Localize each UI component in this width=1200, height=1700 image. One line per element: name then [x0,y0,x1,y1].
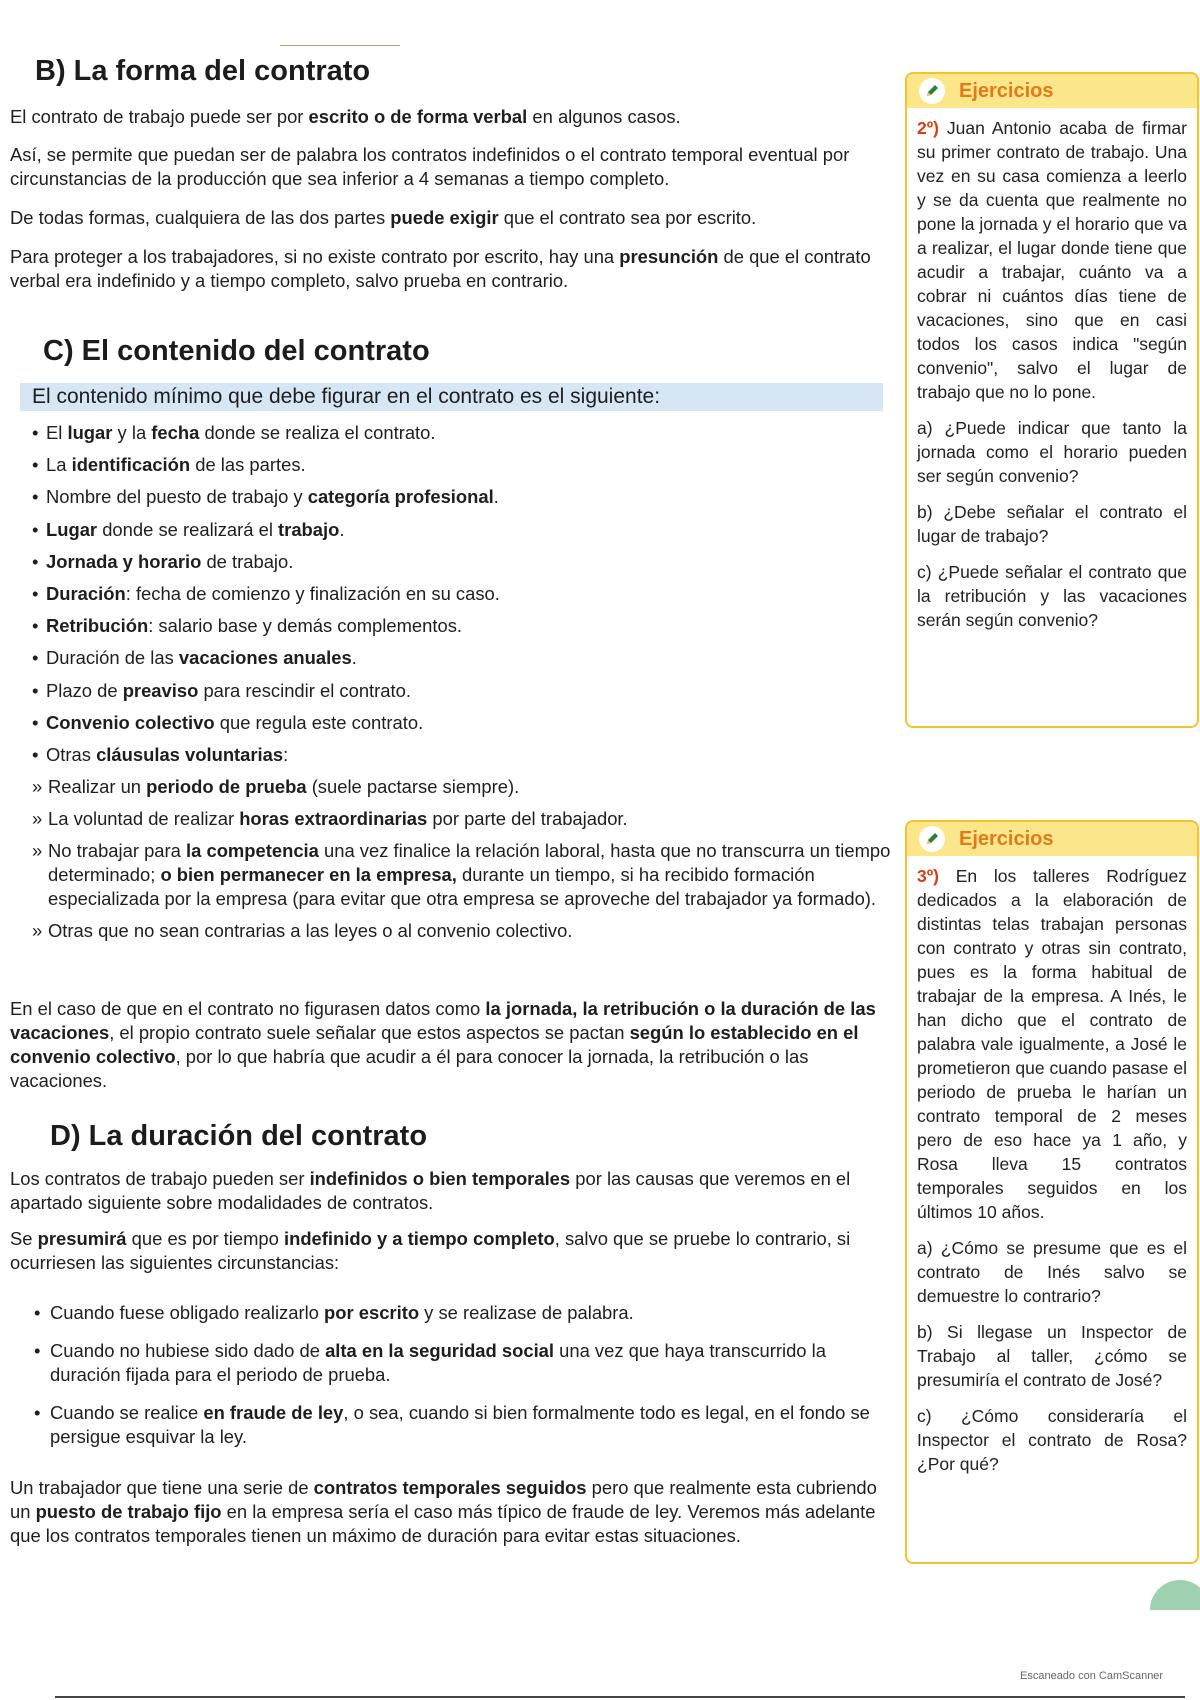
section-b-p2: Así, se permite que puedan ser de palabra los contratos indefinidos o el contrato temporal eventual por circunstancias de la producción que sea inferior a 4 semanas a tiempo completo. [10,144,850,189]
exercise-question-c: c) ¿Cómo consideraría el Inspector el contrato de Rosa? ¿Por qué? [917,1406,1187,1474]
list-item: • Lugar donde se realizará el trabajo. [32,514,892,546]
section-b-p1: El contrato de trabajo puede ser por escrito o de forma verbal en algunos casos. [10,106,681,127]
section-b-p4: Para proteger a los trabajadores, si no existe contrato por escrito, hay una presunción de que el contrato verbal era indefinido y a tiempo completo, salvo prueba en contrario. [10,246,871,291]
page-corner-decoration [1150,1580,1200,1610]
list-item: • Jornada y horario de trabajo. [32,546,892,578]
section-b-title: B) La forma del contrato [35,55,371,87]
scanner-stamp: Escaneado con CamScanner [1020,1670,1164,1682]
exercise-question-a: a) ¿Cómo se presume que es el contrato de Inés salvo se demuestre lo contrario? [917,1238,1187,1306]
exercise-body [907,856,1197,1486]
exercise-box-2 [905,820,1199,1564]
section-c-intro: El contenido mínimo que debe figurar en el contrato es el siguiente: [20,383,883,411]
sub-list-item: » Otras que no sean contrarias a las leyes o al convenio colectivo. [32,919,892,943]
exercise-title: Ejercicios [959,79,1054,102]
section-c-title: C) El contenido del contrato [43,335,430,367]
list-item: • Duración de las vacaciones anuales. [32,642,892,674]
section-b-p3: De todas formas, cualquiera de las dos partes puede exigir que el contrato sea por escrito. [10,207,757,228]
exercise-header [907,74,1197,108]
exercise-question-b: b) ¿Debe señalar el contrato el lugar de trabajo? [917,502,1187,546]
exercise-statement: 3º) En los talleres Rodríguez dedicados a la elaboración de distintas telas trabajan personas con contrato y otras sin contrato, pues es la forma habitual de trabajar de la empresa. A Inés, le han dicho que el contrato de palabra vale igualmente, a José le prometieron que cuando pasase el periodo de prueba le harían un contrato temporal de 2 meses pero de eso hace ya 1 año, y Rosa lleva 15 contratos temporales seguidos en los últimos 10 años. [917,866,1187,1222]
exercise-body [907,108,1197,642]
section-d-p2: Se presumirá que es por tiempo indefinido y a tiempo completo, salvo que se pruebe lo contrario, si ocurriesen las siguientes circunstancias: [10,1228,851,1273]
circumstances-list [30,1301,890,1463]
list-item: • Retribución: salario base y demás complementos. [32,610,892,642]
list-item: • Cuando no hubiese sido dado de alta en la seguridad social una vez que haya transcurrido la duración fijada para el periodo de prueba. [30,1339,890,1387]
exercise-header [907,822,1197,856]
pencil-icon [919,826,945,852]
section-d-p1: Los contratos de trabajo pueden ser indefinidos o bien temporales por las causas que veremos en el apartado siguiente sobre modalidades de contratos. [10,1168,851,1213]
list-item: • Cuando fuese obligado realizarlo por escrito y se realizase de palabra. [30,1301,890,1325]
exercise-statement: 2º) Juan Antonio acaba de firmar su primer contrato de trabajo. Una vez en su casa comienza a leerlo y se da cuenta que realmente no pone la jornada y el horario que va a realizar, el lugar donde tiene que acudir a trabajar, cuánto va a cobrar ni cuántos días tiene de vacaciones, sino que en casi todos los casos indica "según convenio", salvo el lugar de trabajo que no lo pone. [917,118,1187,402]
pencil-icon [919,78,945,104]
sub-list-item: » Realizar un periodo de prueba (suele pactarse siempre). [32,775,892,799]
list-item: • Cuando se realice en fraude de ley, o sea, cuando si bien formalmente todo es legal, en el fondo se persigue esquivar la ley. [30,1401,890,1449]
exercise-title: Ejercicios [959,827,1054,850]
list-item: • Nombre del puesto de trabajo y categoría profesional. [32,481,892,513]
sub-list-item: » La voluntad de realizar horas extraordinarias por parte del trabajador. [32,807,892,831]
exercise-box-1 [905,72,1199,728]
divider [280,45,400,46]
list-item: • La identificación de las partes. [32,449,892,481]
exercise-question-c: c) ¿Puede señalar el contrato que la retribución y las vacaciones serán según convenio? [917,562,1187,630]
sub-list-item: » No trabajar para la competencia una vez finalice la relación laboral, hasta que no transcurra un tiempo determinado; o bien permanecer en la empresa, durante un tiempo, si ha recibido formación especializada por la empresa (para evitar que otra empresa se aproveche del trabajador ya formado). [32,839,892,911]
list-item: • Otras cláusulas voluntarias: [32,739,892,771]
list-item: • Duración: fecha de comienzo y finalización en su caso. [32,578,892,610]
divider [55,1696,1185,1698]
list-item: • El lugar y la fecha donde se realiza el contrato. [32,417,892,449]
list-item: • Plazo de preaviso para rescindir el contrato. [32,675,892,707]
exercise-question-a: a) ¿Puede indicar que tanto la jornada como el horario pueden ser según convenio? [917,418,1187,486]
section-d-title: D) La duración del contrato [50,1120,428,1152]
section-d-p3: Un trabajador que tiene una serie de contratos temporales seguidos pero que realmente esta cubriendo un puesto de trabajo fijo en la empresa sería el caso más típico de fraude de ley. Veremos más adelante que los contratos temporales tienen un máximo de duración para evitar estas situaciones. [10,1477,877,1546]
list-item: • Convenio colectivo que regula este contrato. [32,707,892,739]
content-list [32,417,892,951]
section-c-closing: En el caso de que en el contrato no figurasen datos como la jornada, la retribución o la duración de las vacaciones, el propio contrato suele señalar que estos aspectos se pactan según lo establecido en el convenio colectivo, por lo que habría que acudir a él para conocer la jornada, la retribución o las vacaciones. [10,998,876,1091]
exercise-question-b: b) Si llegase un Inspector de Trabajo al taller, ¿cómo se presumiría el contrato de José? [917,1322,1187,1390]
